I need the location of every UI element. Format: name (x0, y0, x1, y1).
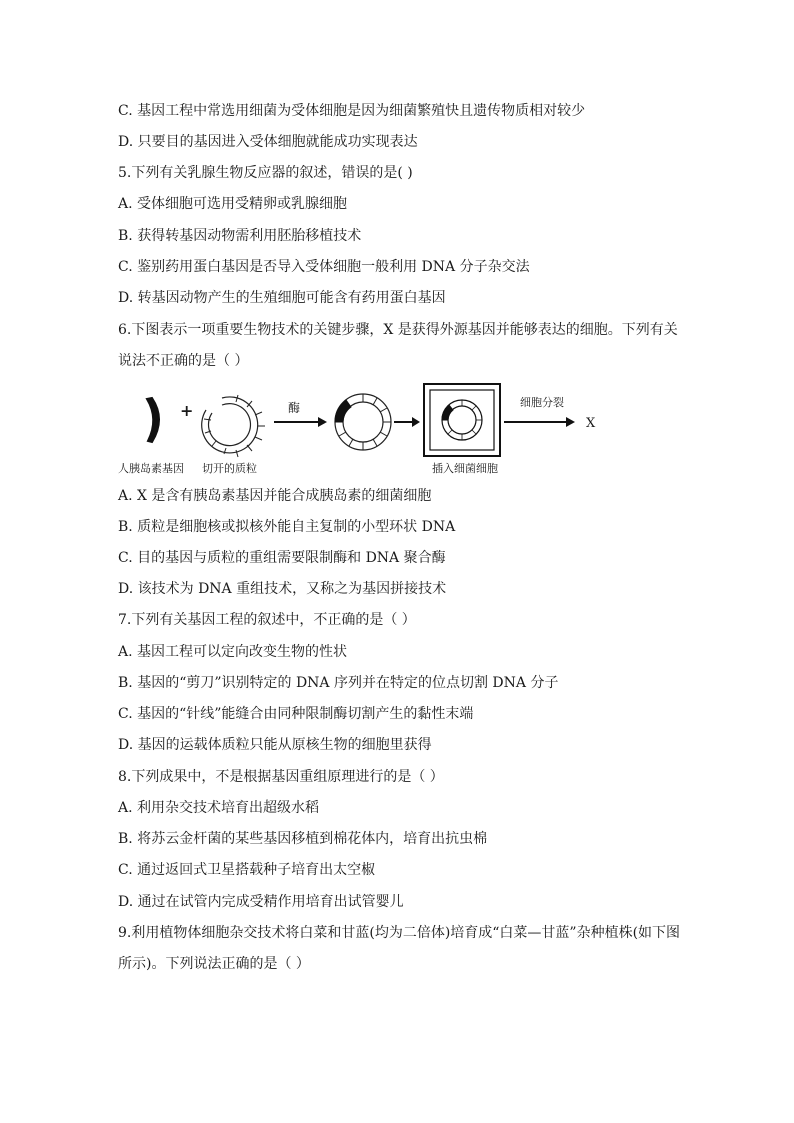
q5-option-b: B. 获得转基因动物需利用胚胎移植技术 (118, 228, 362, 244)
insert-bacteria-label: 插入细菌细胞 (432, 462, 498, 475)
q6-stem-line2: 说法不正确的是（ ） (118, 353, 249, 369)
q8-option-c: C. 通过返回式卫星搭载种子培育出太空椒 (118, 862, 376, 878)
q8-option-d: D. 通过在试管内完成受精作用培育出试管婴儿 (118, 894, 404, 910)
division-result (514, 392, 624, 442)
x-result-label: X (586, 416, 596, 431)
cell-division-text: 细胞分裂 (520, 396, 564, 409)
q8-stem: 8.下列成果中，不是根据基因重组原理进行的是（ ） (118, 769, 444, 785)
q6-option-b: B. 质粒是细胞核或拟核外能自主复制的小型环状 DNA (118, 519, 456, 535)
bacterial-cell (424, 384, 500, 456)
cut-plasmid (202, 395, 265, 457)
q4-option-d: D. 只要目的基因进入受体细胞就能成功实现表达 (118, 134, 418, 150)
q5-option-a: A. 受体细胞可选用受精卵或乳腺细胞 (118, 196, 348, 212)
plus-sign: + (180, 401, 194, 420)
enzyme-label: 酶 (288, 401, 301, 415)
q4-option-c: C. 基因工程中常选用细菌为受体细胞是因为细菌繁殖快且遗传物质相对较少 (118, 103, 586, 119)
q7-stem: 7.下列有关基因工程的叙述中，不正确的是（ ） (118, 612, 416, 628)
q7-option-b: B. 基因的“剪刀”识别特定的 DNA 序列并在特定的位点切割 DNA 分子 (118, 675, 559, 691)
q7-option-d: D. 基因的运载体质粒只能从原核生物的细胞里获得 (118, 737, 432, 753)
q6-option-d: D. 该技术为 DNA 重组技术，又称之为基因拼接技术 (118, 581, 447, 597)
q7-option-c: C. 基因的“针线”能缝合由同种限制酶切割产生的黏性末端 (118, 706, 474, 722)
q5-option-d: D. 转基因动物产生的生殖细胞可能含有药用蛋白基因 (118, 290, 446, 306)
cut-plasmid-label: 切开的质粒 (202, 462, 257, 475)
recombinant-dna-figure (118, 382, 518, 478)
recombinant-plasmid (335, 394, 391, 450)
q8-option-b: B. 将苏云金杆菌的某些基因移植到棉花体内，培育出抗虫棉 (118, 831, 488, 847)
insulin-gene-fragment (147, 398, 159, 442)
q5-stem: 5.下列有关乳腺生物反应器的叙述，错误的是( ) (118, 165, 413, 181)
q7-option-a: A. 基因工程可以定向改变生物的性状 (118, 644, 348, 660)
q6-stem-line1: 6.下图表示一项重要生物技术的关键步骤，X 是获得外源基因并能够表达的细胞。下列有关 (118, 322, 678, 338)
q5-option-c: C. 鉴别药用蛋白基因是否导入受体细胞一般利用 DNA 分子杂交法 (118, 259, 530, 275)
q6-option-c: C. 目的基因与质粒的重组需要限制酶和 DNA 聚合酶 (118, 550, 446, 566)
insulin-gene-label: 人胰岛素基因 (118, 462, 184, 475)
q8-option-a: A. 利用杂交技术培育出超级水稻 (118, 800, 320, 816)
q6-option-a: A. X 是含有胰岛素基因并能合成胰岛素的细菌细胞 (118, 488, 432, 504)
q9-stem-line1: 9.利用植物体细胞杂交技术将白菜和甘蓝(均为二倍体)培育成“白菜—甘蓝”杂种植株(如下图 (118, 925, 681, 941)
q9-stem-line2: 所示)。下列说法正确的是（ ） (118, 956, 310, 972)
